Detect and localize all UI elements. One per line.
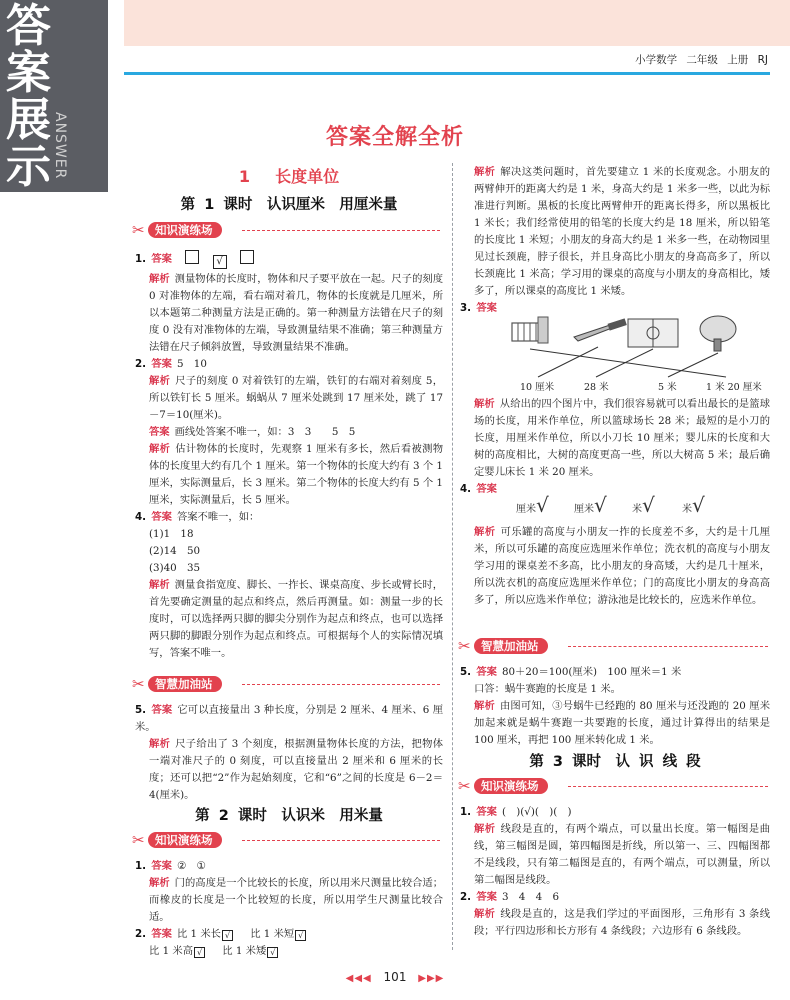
- question-number: 1.: [135, 253, 147, 265]
- answer-text: 5 10: [176, 358, 207, 370]
- answer-text: 比 1 米矮: [222, 945, 267, 957]
- explanation-text: 尺子给出了 3 个刻度，根据测量物体长度的方法，把物体一端对准尺子的 0 刻度，可以直接量出 2 厘米和 6 厘米的长度；还可以把“2”作为起始刻度，它和“6”之间的长度是 6－2＝4(厘米)。: [149, 738, 443, 801]
- checkbox-empty: [240, 250, 254, 264]
- column-divider: [452, 163, 453, 950]
- checkbox-checked: √: [267, 947, 278, 958]
- answer-text: 比 1 米短: [250, 928, 295, 940]
- question-number: 2.: [460, 891, 472, 903]
- answer-label: 答案: [149, 426, 170, 438]
- page-title: 答案全解全析: [325, 125, 464, 150]
- question-5-explanation-right: [460, 698, 770, 749]
- unit-number: 1: [238, 167, 251, 186]
- answer-label: 答案: [151, 511, 172, 523]
- right-arrows-icon: ▶▶▶: [418, 973, 445, 984]
- checkbox-checked: √: [222, 930, 233, 941]
- section-practice-1: [132, 220, 442, 240]
- question-number: 2.: [135, 928, 147, 940]
- question-number: 4.: [135, 511, 147, 523]
- book-info: 小学数学 二年级 上册 RJ: [635, 54, 768, 66]
- explanation-text: 解决这类问题时，首先要建立 1 米的长度观念。小朋友的两臂伸开的距离大约是 1 米，身高大约是 1 米多一些，以此为标准进行判断。黑板的长度比两臂伸开的距离长得多，所以黑板比 1 米长；我们经常使用的铅笔的长度大约是 18 厘米，所以铅笔的长度比 1 米短；小朋友的身高大约是 1 米多一些，在动物园里见过长颈鹿，脖子很长，并且身高比小朋友的身高高多了，所以长颈鹿比 1 米高；学习用的课桌的高度与小朋友的身高相比，矮多了，所以课桌的高度比 1 米矮。: [474, 166, 770, 297]
- question-number: 1.: [460, 806, 472, 818]
- right-column-block-3: [460, 524, 770, 609]
- unit-heading: [135, 164, 443, 187]
- left-column-block-3: [135, 858, 443, 960]
- section-boost-2: [458, 636, 770, 656]
- question-number: 4.: [460, 483, 472, 495]
- lesson-1-title: 第 1 课时 认识厘米 用厘米量: [180, 197, 398, 213]
- explanation-text: 测量物体的长度时，物体和尺子要平放在一起。尺子的刻度 0 对准物体的左端，看右端对着几，物体的长度就是几厘米，所以本题第二种测量方法是正确的。第一种测量方法错在尺子的刻度 0 没有对准物体的左端，导致测量结果不准确；第三种测量方法错在尺子倾斜放置，导致测量结果不准确。: [149, 273, 444, 353]
- unit-choice: [516, 494, 549, 521]
- unit-title: 长度单位: [275, 167, 340, 186]
- matching-lines: [530, 347, 726, 377]
- left-column-block-2: [135, 702, 443, 804]
- explanation-text: 可乐罐的高度与小朋友一拃的长度差不多，大约是十几厘米，所以可乐罐的高度应选厘米作单位；洗衣机的高度与小朋友学习用的课桌差不多高，比小朋友的身高矮，大约是几十厘米，所以洗衣机的高度应选厘米作单位；门的高度比小朋友的身高高多了，所以应选米作单位；游泳池是比较长的，应选米作单位。: [474, 526, 771, 606]
- unit-text: 厘米: [516, 504, 536, 515]
- question-4: [135, 509, 443, 526]
- header-band: [124, 0, 790, 46]
- checkbox-checked: √: [194, 947, 205, 958]
- question-4-explanation-right: [460, 524, 770, 609]
- explanation-text: 线段是直的，有两个端点，可以量出长度。第一幅图是曲线，第三幅图是圆，第四幅图是折线，所以第一、三、四幅图都不是线段，只有第二幅图是直的，有两个端点，可以测量，所以第二幅图是线段。: [474, 823, 771, 886]
- explain-label: 解析: [474, 526, 496, 538]
- question-1: [135, 250, 443, 269]
- match-label: 28 米: [584, 382, 609, 393]
- side-tab-english: ANSWER: [52, 112, 68, 180]
- check-icon: √: [536, 493, 549, 517]
- explain-label: 解析: [149, 579, 170, 591]
- explanation-text: 估计物体的长度时，先观察 1 厘米有多长，然后看被测物体的长度里大约有几个 1 厘米。第一个物体的长度大约有 3 个 1 厘米，实际测量后，长 3 厘米。第二个物体的长度大约有 5 个 1 厘米，实际测量后，长 5 厘米。: [149, 443, 443, 506]
- explain-label: 解析: [149, 375, 171, 387]
- question-2: [135, 356, 443, 373]
- lesson3-question-1: [460, 804, 770, 821]
- right-column-block-5: [460, 804, 770, 940]
- section-label: 智慧加油站: [148, 676, 222, 692]
- knife-icon: [574, 318, 627, 341]
- question-number: 5.: [135, 704, 147, 716]
- question-5-right: [460, 664, 770, 681]
- question-number: 2.: [135, 358, 147, 370]
- lesson-3-title: 第 3 课时 认 识 线 段: [529, 754, 701, 770]
- unit-choice: [632, 494, 655, 521]
- answer-text: 比 1 米长: [176, 928, 221, 940]
- answer-label: 答案: [151, 928, 172, 940]
- explain-label: 解析: [474, 908, 496, 920]
- answer-label: 答案: [476, 891, 497, 903]
- page-number: 101: [383, 970, 407, 984]
- explain-label: 解析: [474, 700, 495, 712]
- answer-text: 3 4 4 6: [501, 891, 560, 903]
- checkbox-checked: √: [213, 255, 227, 269]
- answer-text: 80＋20＝100(厘米) 100 厘米＝1 米: [501, 666, 682, 678]
- crib-icon: [512, 317, 548, 343]
- wrench-icon: ✂: [458, 777, 471, 795]
- explain-label: 解析: [149, 877, 170, 889]
- question-3-explanation: [135, 441, 443, 509]
- basketball-court-icon: [628, 319, 678, 347]
- explain-label: 解析: [474, 398, 495, 410]
- answer-label: 答案: [476, 806, 497, 818]
- section-divider: [242, 230, 440, 231]
- question-number: 3.: [460, 302, 472, 314]
- answer-label: 答案: [151, 704, 173, 716]
- explanation-text: 线段是直的，这是我们学过的平面图形，三角形有 3 条线段；平行四边形和长方形有 4 条线段；六边形有 6 条线段。: [474, 908, 770, 937]
- page-footer: [0, 970, 790, 984]
- answer-label: 答案: [476, 483, 497, 495]
- tree-icon: [700, 316, 736, 351]
- explanation-text: 尺子的刻度 0 对着铁钉的左端，铁钉的右端对着刻度 5，所以铁钉长 5 厘米。蜗蜗从 7 厘米处跳到 17 厘米处，跳了 17－7＝10(厘米)。: [149, 375, 444, 421]
- side-tab-title: 答 案 展 示: [6, 0, 52, 193]
- wrench-icon: ✂: [132, 675, 145, 693]
- right-column-block-1: [460, 164, 770, 317]
- unit-text: 米: [682, 504, 692, 515]
- section-practice-3: [458, 776, 770, 796]
- matching-figure: [508, 315, 780, 395]
- answer-label: 答案: [151, 860, 172, 872]
- check-icon: √: [594, 493, 607, 517]
- section-divider: [568, 646, 768, 647]
- section-boost-1: [132, 674, 442, 694]
- answer-label: 答案: [476, 302, 497, 314]
- explanation-text: 由图可知，③号蜗牛已经跑的 80 厘米与还没跑的 20 厘米加起来就是蜗牛赛跑一共要跑的长度，通过计算得出的结果是 100 厘米，再把 100 厘米转化成 1 米。: [474, 700, 771, 746]
- match-label: 5 米: [658, 382, 677, 393]
- section-label: 智慧加油站: [474, 638, 548, 654]
- unit-text: 米: [632, 504, 642, 515]
- lesson3-question-1-explanation: [460, 821, 770, 889]
- left-column-block-1: [135, 250, 443, 662]
- question-5-explanation: [135, 736, 443, 804]
- check-icon: √: [692, 493, 705, 517]
- question-5: [135, 702, 443, 736]
- lesson-2-title: 第 2 课时 认识米 用米量: [195, 808, 383, 824]
- answer-line: (1)1 18: [149, 528, 194, 540]
- answer-text: ( )(√)( )( ): [501, 806, 572, 818]
- answer-text: ② ①: [176, 860, 206, 872]
- section-divider: [242, 684, 440, 685]
- explanation-text: 门的高度是一个比较长的长度，所以用米尺测量比较合适；而橡皮的长度是一个比较短的长度，所以用学生尺测量比较合适。: [149, 877, 444, 923]
- answer-line: (3)40 35: [149, 562, 201, 574]
- wrench-icon: ✂: [132, 221, 145, 239]
- lesson2-question-1-explanation: [135, 875, 443, 926]
- question-number: 1.: [135, 860, 147, 872]
- unit-text: 厘米: [574, 504, 594, 515]
- answer-label: 答案: [476, 666, 497, 678]
- explain-label: 解析: [149, 443, 171, 455]
- answer-text: 它可以直接量出 3 种长度，分别是 2 厘米、4 厘米、6 厘米。: [135, 704, 444, 733]
- wrench-icon: ✂: [132, 831, 145, 849]
- section-label: 知识演练场: [148, 832, 222, 848]
- oral-answer: 口答：蜗牛赛跑的长度是 1 米。: [474, 683, 621, 695]
- section-label: 知识演练场: [474, 778, 548, 794]
- answer-text: 答案不唯一，如：: [176, 511, 260, 523]
- left-arrows-icon: ◀◀◀: [345, 973, 372, 984]
- unit-check-row: [512, 494, 772, 516]
- unit-choice: [682, 494, 705, 521]
- lesson3-question-2-explanation: [460, 906, 770, 940]
- explain-label: 解析: [149, 738, 171, 750]
- explanation-text: 从给出的四个图片中，我们很容易就可以看出最长的是篮球场的长度，用米作单位，所以篮球场长 28 米；最短的是小刀的长度，用厘米作单位，所以小刀长 10 厘米；婴儿床的长度和大树的高度相比，大树的高度更高一些，所以大树高 5 米；最后确定婴儿床长 1 米 20 厘米。: [474, 398, 771, 478]
- lesson2-question-2-line2: [135, 943, 443, 960]
- section-divider: [568, 786, 768, 787]
- section-practice-2: [132, 830, 442, 850]
- answer-text: 比 1 米高: [149, 945, 193, 957]
- question-number: 5.: [460, 666, 472, 678]
- question-3-explanation-right: [460, 396, 770, 481]
- question-1-explanation: [135, 271, 443, 356]
- answer-label: 答案: [151, 358, 172, 370]
- answer-line: (2)14 50: [149, 545, 201, 557]
- explain-label: 解析: [149, 273, 170, 285]
- section-divider: [242, 840, 440, 841]
- match-label: 10 厘米: [520, 382, 555, 393]
- explain-label: 解析: [474, 166, 496, 178]
- answer-text: 画线处答案不唯一，如：3 3 5 5: [174, 426, 356, 438]
- lesson3-question-2: [460, 889, 770, 906]
- checkbox-checked: √: [295, 930, 306, 941]
- checkbox-empty: [185, 250, 199, 264]
- question-3: [135, 424, 443, 441]
- header-rule: [124, 72, 770, 75]
- lesson2-question-1: [135, 858, 443, 875]
- answer-label: 答案: [151, 253, 172, 265]
- right-column-block-4: [460, 664, 770, 749]
- question-2-explanation: [135, 373, 443, 424]
- right-column-block-2: [460, 396, 770, 498]
- wrench-icon: ✂: [458, 637, 471, 655]
- explain-label: 解析: [474, 823, 496, 835]
- question-4-explanation: [135, 577, 443, 662]
- match-label: 1 米 20 厘米: [706, 382, 762, 393]
- lesson2-question-2: [135, 926, 443, 943]
- unit-choice: [574, 494, 607, 521]
- explanation-text: 测量食指宽度、脚长、一拃长、课桌高度、步长或臂长时，首先要确定测量的起点和终点，然后再测量。如：测量一步的长度时，可以选择两只脚的脚尖分别作为起点和终点，也可以选择两只脚的脚跟分别作为起点和终点。可根据每个人的实际情况填写，答案不唯一。: [149, 579, 444, 659]
- section-label: 知识演练场: [148, 222, 222, 238]
- question-2-explanation-right: [460, 164, 770, 300]
- check-icon: √: [642, 493, 655, 517]
